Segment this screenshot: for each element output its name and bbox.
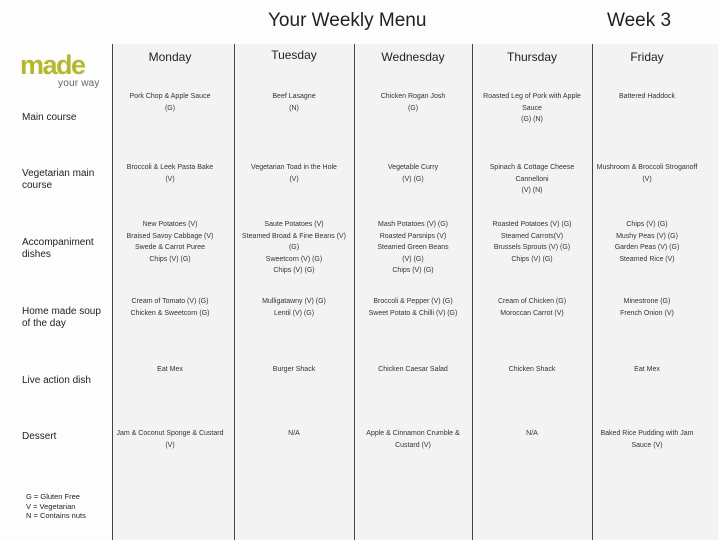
row-label: Dessert: [22, 431, 57, 442]
menu-cell-line: Eat Mex: [634, 366, 660, 373]
menu-cell: [592, 364, 702, 376]
menu-cell: [115, 364, 225, 376]
week-label: Week 3: [607, 10, 672, 31]
menu-cell: [592, 296, 702, 319]
menu-cell: [358, 296, 468, 319]
menu-cell: [358, 428, 468, 451]
menu-cell: [115, 162, 225, 185]
menu-cell-line: Cream of Chicken (G): [497, 298, 567, 305]
menu-cell-line: (V): [642, 175, 652, 183]
menu-cell: [239, 296, 349, 319]
menu-cell-line: Chicken Rogan Josh: [380, 93, 446, 100]
day-header-friday: Friday: [630, 50, 664, 64]
menu-cell-line: Steamed Broad & Fine Beans (V) (G): [242, 232, 346, 251]
menu-cell: [477, 91, 587, 126]
menu-cell: [239, 219, 349, 277]
menu-cell: [592, 162, 702, 185]
menu-cell-line: Braised Savoy Cabbage (V): [126, 232, 214, 240]
menu-cell: [592, 219, 702, 265]
menu-grid-background: [112, 44, 718, 540]
menu-cell: [115, 296, 225, 319]
menu-cell-line: Broccoli & Pepper (V) (G): [373, 298, 453, 305]
menu-cell-line: (V): [165, 175, 175, 183]
column-divider: [354, 44, 355, 540]
menu-cell: [358, 364, 468, 376]
menu-cell-line: Chips (V) (G): [626, 221, 668, 228]
menu-cell-line: (V) (G): [402, 175, 424, 183]
menu-cell: [239, 91, 349, 114]
menu-cell-line: Sweetcorn (V) (G): [265, 255, 323, 263]
menu-cell-line: Mash Potatoes (V) (G): [377, 221, 449, 228]
menu-cell: [477, 428, 587, 440]
menu-cell-line: Spinach & Cottage Cheese Cannelloni: [489, 164, 575, 183]
menu-cell-line: Steamed Carrots(V): [500, 232, 564, 240]
column-divider: [592, 44, 593, 540]
menu-cell-line: Mulligatawny (V) (G): [262, 298, 326, 305]
menu-cell-line: (V) (N): [521, 187, 543, 194]
page-title: Your Weekly Menu: [268, 10, 427, 31]
menu-cell: [477, 364, 587, 376]
column-divider: [112, 44, 113, 540]
menu-cell-line: Swede & Carrot Puree: [134, 244, 206, 251]
menu-cell-line: (V) (G): [402, 255, 424, 263]
menu-cell-line: Vegetable Curry: [387, 164, 439, 171]
dietary-key: [26, 492, 86, 521]
menu-cell-line: Brussels Sprouts (V) (G): [493, 244, 571, 251]
menu-cell-line: (V): [289, 175, 299, 183]
menu-cell-line: Chicken Caesar Salad: [378, 366, 448, 373]
menu-cell-line: Apple & Cinnamon Crumble & Custard (V): [366, 430, 460, 449]
day-header-wednesday: Wednesday: [381, 50, 445, 64]
key-gluten-free: G = Gluten Free: [26, 492, 80, 501]
menu-cell-line: Chips (V) (G): [392, 267, 434, 274]
menu-cell: [477, 162, 587, 197]
menu-cell-line: Steamed Green Beans: [377, 244, 449, 251]
menu-cell-line: Garden Peas (V) (G): [614, 244, 680, 251]
menu-cell: [592, 428, 702, 451]
menu-cell-line: Steamed Rice (V): [619, 255, 675, 263]
menu-cell-line: Chicken & Sweetcorn (G): [130, 309, 210, 317]
menu-cell-line: Mushroom & Broccoli Stroganoff: [596, 164, 698, 171]
row-label: Home made soup of the day: [22, 306, 101, 329]
menu-cell-line: Cream of Tomato (V) (G): [131, 298, 209, 305]
menu-cell: [358, 219, 468, 277]
menu-cell-line: N/A: [288, 430, 300, 437]
made-logo: [20, 52, 105, 92]
menu-cell-line: Roasted Leg of Pork with Apple Sauce: [483, 93, 581, 112]
menu-cell: [115, 428, 225, 451]
menu-cell: [358, 91, 468, 114]
menu-cell-line: Roasted Potatoes (V) (G): [492, 221, 572, 228]
menu-cell-line: (G): [164, 104, 176, 112]
menu-cell: [477, 219, 587, 265]
menu-cell-line: (V): [165, 441, 175, 449]
menu-cell-line: N/A: [526, 430, 538, 437]
menu-cell-line: Roasted Parsnips (V): [379, 232, 447, 240]
menu-cell-line: Beef Lasagne: [272, 93, 316, 100]
menu-cell: [477, 296, 587, 319]
menu-cell-line: Vegetarian Toad in the Hole: [251, 164, 337, 171]
column-divider: [472, 44, 473, 540]
menu-cell-line: Saute Potatoes (V): [264, 221, 324, 228]
menu-cell: [239, 428, 349, 440]
menu-cell-line: Pork Chop & Apple Sauce: [129, 93, 211, 100]
column-divider: [234, 44, 235, 540]
day-header-monday: Monday: [148, 50, 192, 64]
menu-cell-line: Baked Rice Pudding with Jam Sauce (V): [600, 430, 694, 449]
menu-cell-line: Chicken Shack: [508, 366, 556, 373]
day-header-tuesday: Tuesday: [271, 48, 317, 62]
logo-wordmark: made: [20, 50, 85, 80]
key-vegetarian: V = Vegetarian: [26, 501, 76, 511]
menu-cell-line: New Potatoes (V): [142, 221, 198, 228]
row-label: Accompaniment dishes: [22, 237, 94, 260]
menu-cell-line: Chips (V) (G): [273, 267, 315, 274]
menu-cell: [358, 162, 468, 185]
row-label: Main course: [22, 112, 77, 123]
menu-cell-line: (G) (N): [521, 116, 543, 123]
menu-cell-line: Chips (V) (G): [511, 255, 553, 263]
menu-cell-line: French Onion (V): [620, 309, 674, 317]
menu-cell: [592, 91, 702, 103]
menu-cell-line: Broccoli & Leek Pasta Bake: [126, 164, 214, 171]
menu-cell-line: Minestrone (G): [623, 298, 671, 305]
menu-cell-line: Sweet Potato & Chilli (V) (G): [368, 309, 458, 317]
menu-cell-line: (G): [407, 104, 419, 112]
menu-cell-line: Lentil (V) (G): [273, 309, 315, 317]
menu-cell: [239, 364, 349, 376]
row-label: Live action dish: [22, 375, 91, 386]
day-header-thursday: Thursday: [506, 50, 558, 64]
key-contains-nuts: N = Contains nuts: [26, 511, 86, 520]
menu-cell: [115, 91, 225, 114]
menu-cell-line: Chips (V) (G): [149, 255, 191, 263]
menu-cell-line: Eat Mex: [157, 366, 183, 373]
menu-cell-line: Jam & Coconut Sponge & Custard: [116, 430, 224, 437]
menu-cell: [239, 162, 349, 185]
menu-cell-line: Burger Shack: [272, 366, 316, 373]
menu-cell-line: Mushy Peas (V) (G): [616, 232, 678, 240]
row-label: Vegetarian main course: [22, 168, 95, 191]
menu-cell: [115, 219, 225, 265]
menu-cell-line: Moroccan Carrot (V): [500, 309, 564, 317]
menu-cell-line: (N): [289, 104, 299, 112]
logo-tagline: your way: [58, 78, 100, 89]
menu-cell-line: Battered Haddock: [618, 93, 676, 100]
